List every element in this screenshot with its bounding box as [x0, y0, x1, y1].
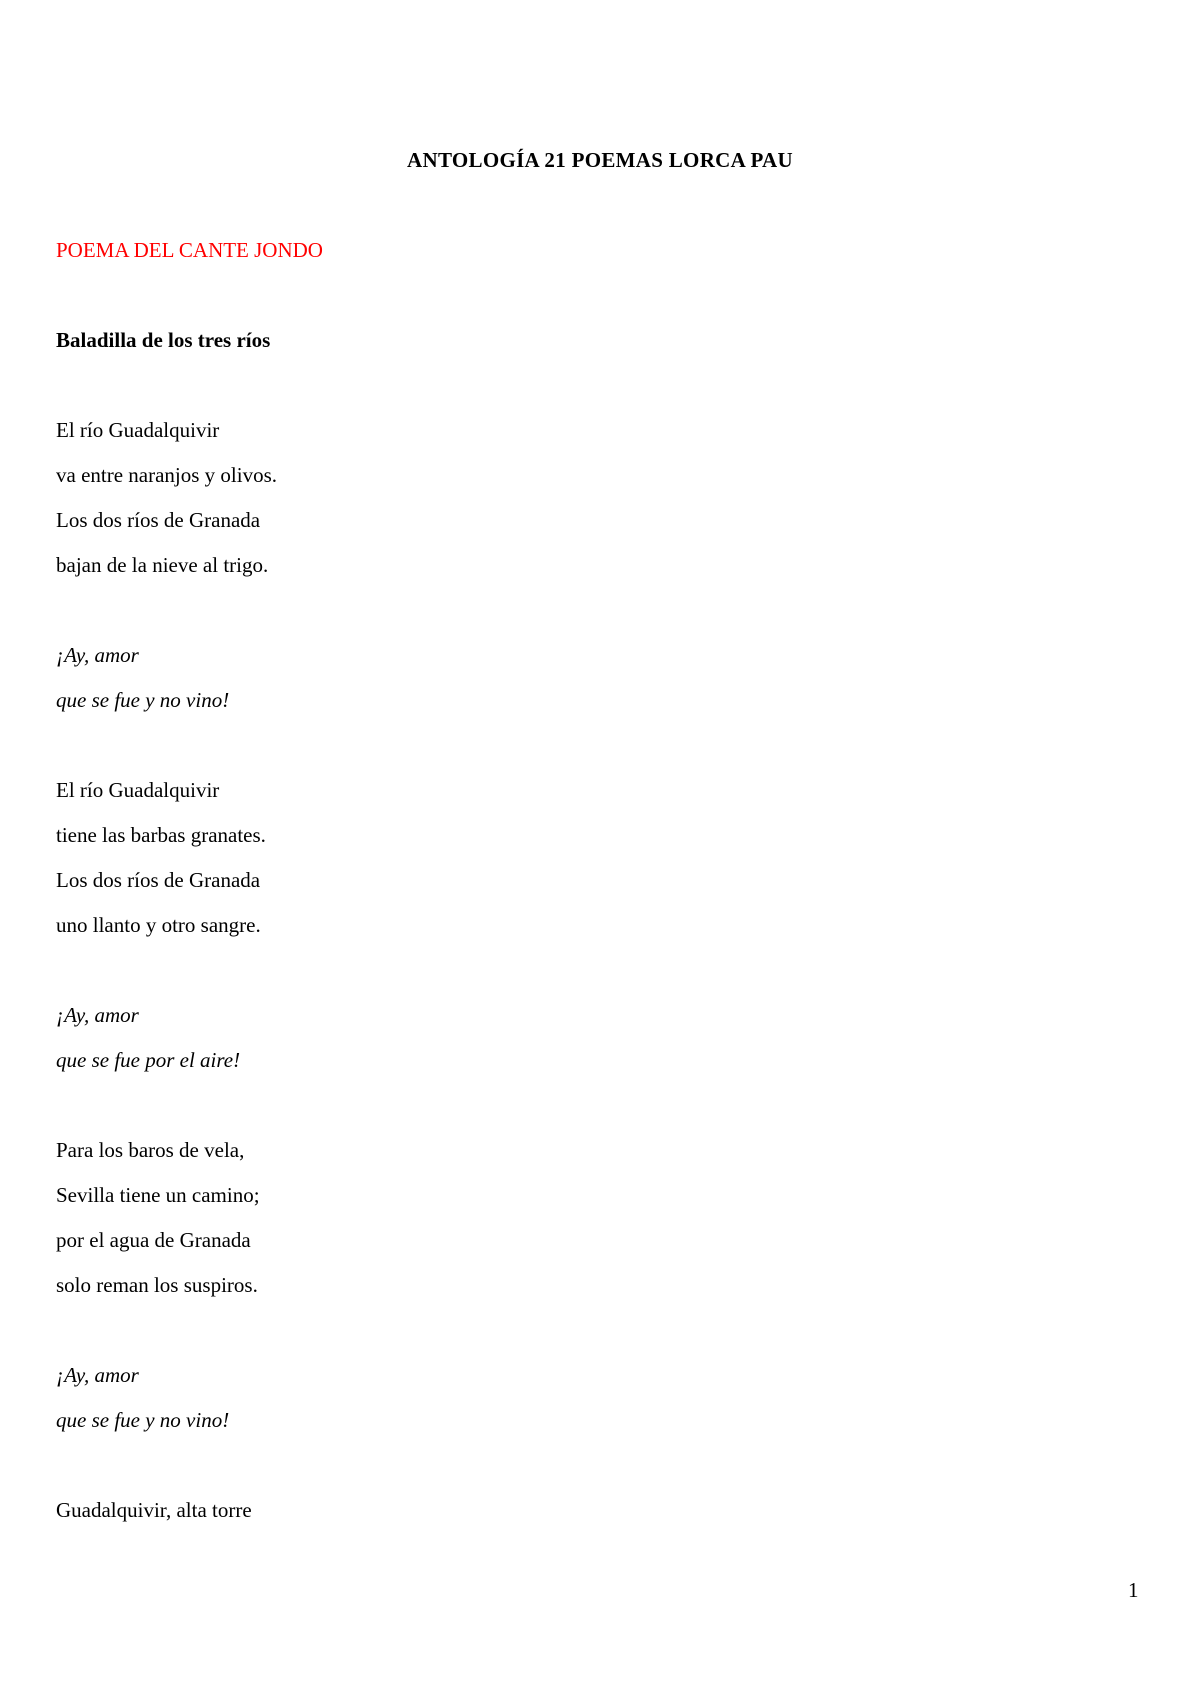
document-title: ANTOLOGÍA 21 POEMAS LORCA PAU	[407, 148, 793, 172]
refrain-line: que se fue por el aire!	[56, 1048, 241, 1072]
verse-line: tiene las barbas granates.	[56, 823, 266, 847]
refrain-line: ¡Ay, amor	[56, 643, 139, 667]
verse-line: va entre naranjos y olivos.	[56, 463, 278, 487]
verse-line: Sevilla tiene un camino;	[56, 1183, 260, 1207]
refrain-line: ¡Ay, amor	[56, 1363, 139, 1387]
verse-line: Los dos ríos de Granada	[56, 508, 261, 532]
verse-line: El río Guadalquivir	[56, 418, 220, 442]
verse-line: solo reman los suspiros.	[56, 1273, 258, 1297]
poem-title: Baladilla de los tres ríos	[56, 328, 271, 352]
verse-line: Guadalquivir, alta torre	[56, 1498, 252, 1522]
verse-line: por el agua de Granada	[56, 1228, 251, 1252]
verse-line: Los dos ríos de Granada	[56, 868, 261, 892]
verse-line: El río Guadalquivir	[56, 778, 220, 802]
refrain-line: ¡Ay, amor	[56, 1003, 139, 1027]
refrain-line: que se fue y no vino!	[56, 1408, 230, 1432]
verse-line: bajan de la nieve al trigo.	[56, 553, 269, 577]
refrain-line: que se fue y no vino!	[56, 688, 230, 712]
verse-line: uno llanto y otro sangre.	[56, 913, 261, 937]
page-number: 1	[1128, 1578, 1139, 1602]
verse-line: Para los baros de vela,	[56, 1138, 245, 1162]
section-heading: POEMA DEL CANTE JONDO	[56, 238, 323, 262]
